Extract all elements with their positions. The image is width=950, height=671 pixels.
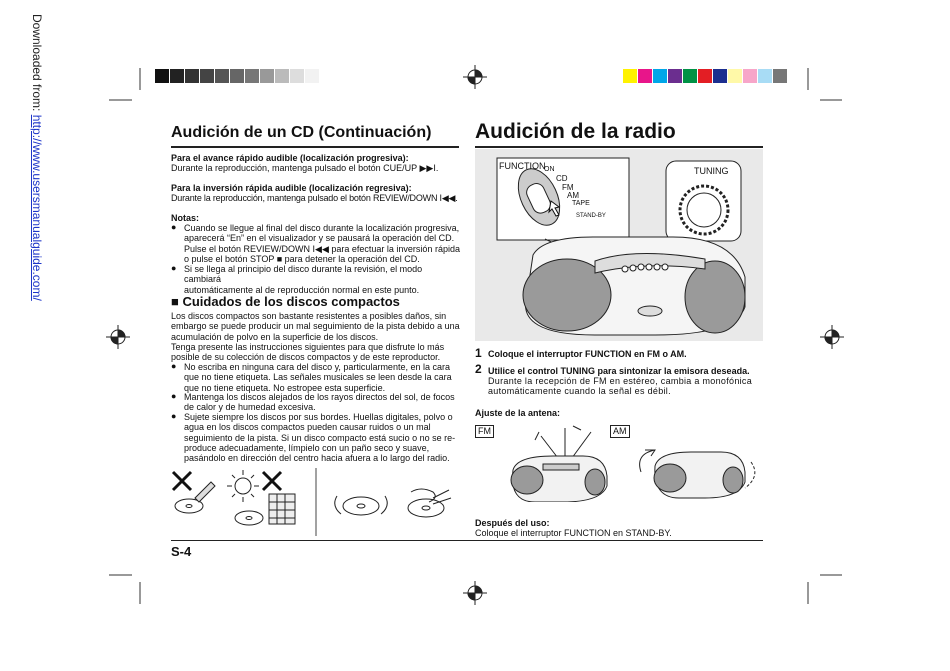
note-2: Si se llega al principio del disco durante la revisión, el modo cambiará automáticamente al de reproducción normal en este punto. <box>184 264 423 295</box>
bullet-dot: ● <box>171 411 177 421</box>
fm-antenna-illustration <box>511 426 607 502</box>
registration-mark-bottom <box>463 581 487 605</box>
disc-held-by-edges-illustration <box>335 496 388 515</box>
footer-rule <box>171 540 763 541</box>
after-use-text: Coloque el interruptor FUNCTION en STAND-BY. <box>475 528 672 538</box>
step-1-number: 1 <box>475 346 482 360</box>
step-2-text: Utilice el control TUNING para sintonizar la emisora deseada. <box>488 366 750 376</box>
disc-cleaning-illustration <box>408 489 451 517</box>
disc-with-pen-illustration <box>175 482 215 513</box>
download-prefix: Downloaded from: <box>30 14 44 115</box>
no-writing-icon <box>173 472 191 490</box>
function-pos-cd: CD <box>556 174 568 183</box>
left-page-title: Audición de un CD (Continuación) <box>171 124 432 141</box>
function-pos-am: AM <box>567 191 579 200</box>
registration-mark-right <box>820 325 844 349</box>
download-link[interactable]: http://www.usersmanualguide.com/ <box>30 114 44 301</box>
antenna-heading: Ajuste de la antena: <box>475 408 561 418</box>
disc-case-illustration <box>235 494 295 525</box>
am-antenna-illustration <box>640 450 755 498</box>
notes-heading: Notas: <box>171 213 200 223</box>
reverse-search-heading: Para la inversión rápida audible (localización regresiva): <box>171 183 412 193</box>
step-2-detail: Durante la recepción de FM en estéreo, cambia a monofónica automáticamente cuando la señal es débil. <box>488 376 753 397</box>
no-heat-icon <box>263 472 281 490</box>
bullet-dot: ● <box>171 391 177 401</box>
care-bullet-1: No escriba en ninguna cara del disco y, particularmente, en la cara que no tiene etiqueta. Las señales musicales se leen desde la cara que no tiene etiqueta. No estropee esta superficie. <box>184 362 452 393</box>
function-pos-fm: FM <box>562 183 574 192</box>
care-intro: Los discos compactos son bastante resistentes a posibles daños, sin embargo se puede producir un mal seguimiento de la pista debido a una acumulación de polvo en la superficie de los discos. Tenga presente las instrucciones siguientes para que disfrute lo más posible de su colección de discos compactos y de este reproductor. <box>171 311 460 363</box>
forward-search-heading: Para el avance rápido audible (localización progresiva): <box>171 153 409 163</box>
function-pos-tape: TAPE <box>572 200 590 207</box>
function-pos-standby: STAND-BY <box>576 213 606 219</box>
bullet-dot: ● <box>171 361 177 371</box>
after-use-heading: Después del uso: <box>475 518 550 528</box>
right-page-title: Audición de la radio <box>475 120 676 143</box>
bullet-dot: ● <box>171 263 177 273</box>
boombox-illustration <box>475 149 763 341</box>
step-2-number: 2 <box>475 362 482 376</box>
boombox-body <box>523 237 745 335</box>
bullet-dot: ● <box>171 222 177 232</box>
page-number: S-4 <box>171 544 192 559</box>
fm-label: FM <box>475 425 494 438</box>
tuning-label: TUNING <box>694 166 729 176</box>
am-label: AM <box>610 425 630 438</box>
registration-mark-left <box>106 325 130 349</box>
left-title-rule <box>171 146 459 148</box>
reverse-search-text: Durante la reproducción, mantenga pulsado el botón REVIEW/DOWN I◀◀. <box>171 193 458 203</box>
forward-search-text: Durante la reproducción, mantenga pulsado el botón CUE/UP ▶▶I. <box>171 163 439 173</box>
care-bullet-2: Mantenga los discos alejados de los rayos directos del sol, de focos de calor y de humedad excesiva. <box>184 392 455 413</box>
care-section-title: ■ Cuidados de los discos compactos <box>171 294 400 309</box>
function-label: FUNCTION <box>499 161 546 171</box>
function-pos-on: ON <box>544 166 555 173</box>
right-title-rule <box>475 146 763 148</box>
disc-care-illustrations <box>171 468 461 538</box>
care-bullet-3: Sujete siempre los discos por sus bordes. Huellas digitales, polvo o agua en los discos compactos pueden causar ruidos o un mal seguimiento de la pista. Si un disco compacto está sucio o no se re- produce adecuadamente, límpielo con un paño seco y suave, pasándolo en dirección del centro hacia afuera a lo largo del radio. <box>184 412 456 464</box>
sun-icon <box>227 470 259 502</box>
note-1: Cuando se llegue al final del disco durante la localización progresiva, aparecerá “En” en el visualizador y se pausará la operación del CD. Pulse el botón REVIEW/DOWN I◀◀ para efectuar la inversión rápida o pulse el botón STOP ■ para detener la operación del CD. <box>184 223 460 264</box>
step-1-text: Coloque el interruptor FUNCTION en FM o AM. <box>488 349 687 359</box>
registration-mark-top <box>463 65 487 89</box>
antenna-illustrations <box>495 422 765 502</box>
